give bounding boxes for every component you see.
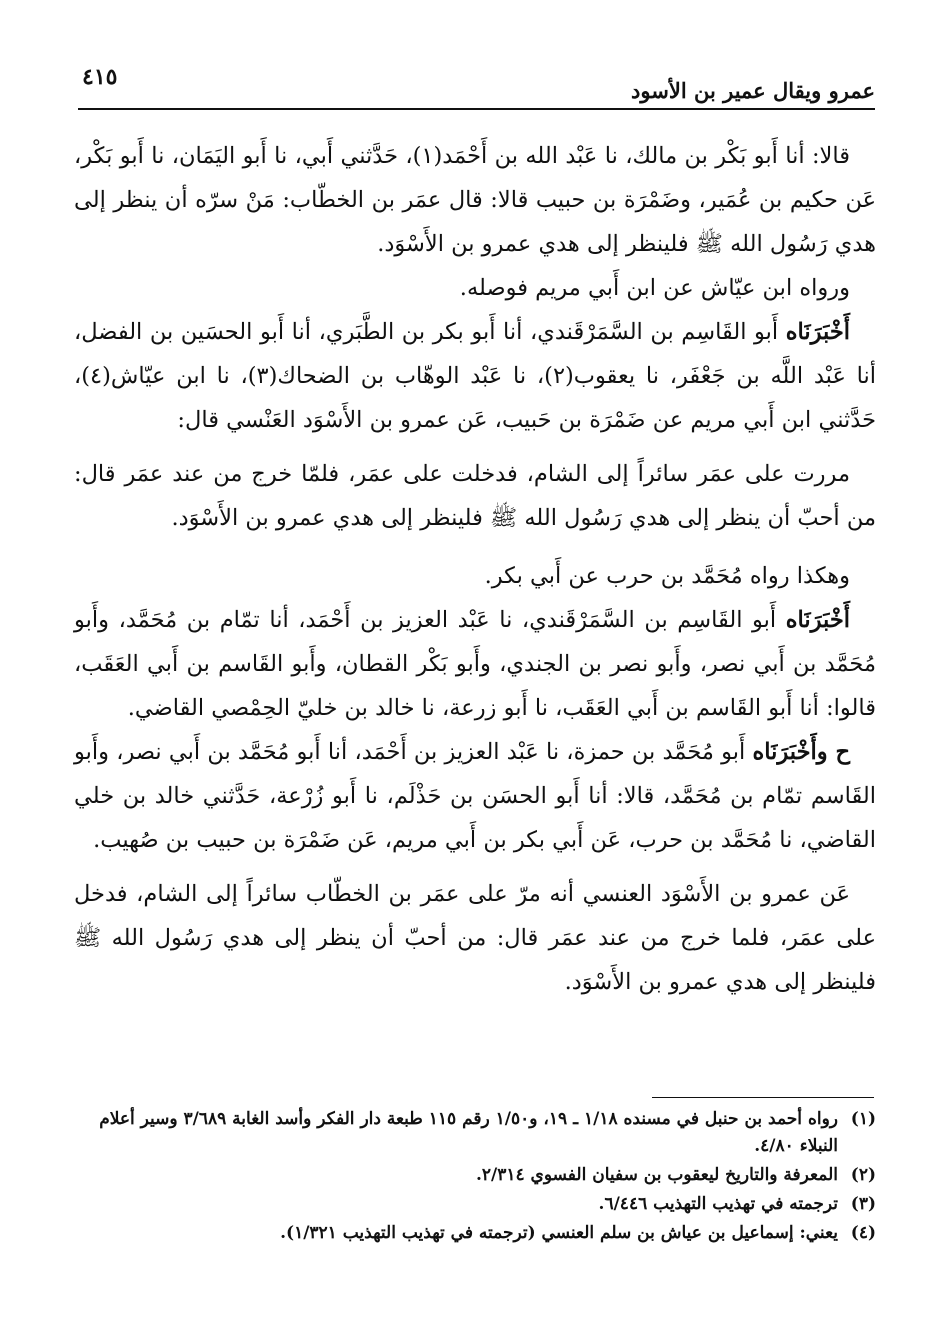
paragraph-2: ورواه ابن عيّاش عن ابن أَبي مريم فوصله. [459,275,850,301]
running-title: عمرو ويقال عمير بن الأسود [631,78,875,103]
footnotes [74,1106,876,1249]
footnote-1 [74,1106,876,1160]
footnote-text: يعني: إسماعيل بن عياش بن سلم العنسي (ترجمته في تهذيب التهذيب ١/٣٢١). [280,1223,838,1243]
paragraph-1: قالا: أنا أَبو بَكْر بن مالك، نا عَبْد الله بن أَحْمَد(١)، حَدَّثني أَبي، نا أَبو اليَمَان، نا أَبو بَكْر، عَن حكيم بن عُمَير، وضَمْرَة بن حبيب قالا: قال عمَر بن الخطّاب: مَنْ سرّه أن ينظر إلى هدي رَسُول الله ﷺ فلينظر إلى هدي عمرو بن الأَسْوَد. [74,143,876,257]
paragraph-6-text: أَبو القَاسِم بن السَّمَرْقَندي، نا عَبْد العزيز بن أَحْمَد، أنا تمّام بن مُحَمَّد، وأَبو مُحَمَّد بن أَبي نصر، وأَبو نصر بن الجندي، وأَبو بَكْر القطان، وأَبو القَاسم بن أَبي العَقَب، قالوا: أنا أَبو القَاسم بن أَبي العَقَب، نا أَبو زرعة، نا خالد بن خليّ الحِمْصي القاضي. [74,607,876,721]
footnote-number: (٤) [850,1223,876,1243]
paragraph-6 [74,598,876,730]
footnote-3 [74,1191,876,1218]
paragraph-4: مررت على عمَر سائراً إلى الشام، فدخلت على عمَر، فلمّا خرج من عند عمَر قال: من أحبّ أن ينظر إلى هدي رَسُول الله ﷺ فلينظر إلى هدي عمرو بن الأَسْوَد. [74,461,876,531]
page-header [78,58,875,110]
isnad-keyword: أَخْبَرَنَاه [785,607,850,633]
footnote-text: المعرفة والتاريخ ليعقوب بن سفيان الفسوي ٢/٣١٤. [475,1165,838,1185]
footnote-number: (٢) [850,1165,876,1185]
paragraph-8: عَن عمرو بن الأَسْوَد العنسي أنه مرّ على عمَر بن الخطّاب سائراً إلى الشام، فدخل على عمَر، فلما خرج من عند عمَر قال: من أحبّ أن ينظر إلى هدي رَسُول الله ﷺ فلينظر إلى هدي عمرو بن الأَسْوَد. [74,881,876,995]
paragraph-7 [74,730,876,862]
paragraph-3-text: أَبو القَاسِم بن السَّمَرْقَندي، أنا أَبو بكر بن الطَّبَري، أنا أَبو الحسَين بن الفضل، أنا عَبْد اللَّه بن جَعْفَر، نا يعقوب(٢)، نا عَبْد الوهّاب بن الضحاك(٣)، نا ابن عيّاش(٤)، حَدَّثني ابن أَبي مريم عن ضَمْرَة بن حَبيب، عَن عمرو بن الأَسْوَد العَنْسي قال: [74,319,876,433]
footnote-4 [74,1220,876,1247]
page-number: ٤١٥ [82,64,118,90]
footnote-text: ترجمته في تهذيب التهذيب ٦/٤٤٦. [598,1194,838,1214]
footnote-divider [652,1097,874,1098]
footnote-text: رواه أحمد بن حنبل في مسنده ١/١٨ ـ ١٩، و١/٥٠ رقم ١١٥ طبعة دار الفكر وأسد الغابة ٣/٦٨٩ وسير أعلام النبلاء ٤/٨٠. [99,1109,838,1156]
paragraph-3 [74,310,876,442]
footnote-number: (٣) [850,1194,876,1214]
paragraph-5: وهكذا رواه مُحَمَّد بن حرب عن أَبي بكر. [484,563,850,589]
paragraph-7-text: أَبو مُحَمَّد بن حمزة، نا عَبْد العزيز بن أَحْمَد، أنا أَبو مُحَمَّد بن أَبي نصر، وأَبو القَاسم تمّام بن مُحَمَّد، قالا: أنا أَبو الحسَن بن حَذْلَم، نا أَبو زُرْعة، حَدَّثني خالد بن خلي القاضي، نا مُحَمَّد بن حرب، عَن أَبي بكر بن أَبي مريم، عَن ضَمْرَة بن حبيب بن صُهيب. [74,739,876,853]
main-text [74,134,876,1004]
footnote-2 [74,1162,876,1189]
isnad-keyword: ح وأَخْبَرَنَاه [752,739,851,765]
footnote-number: (١) [850,1109,876,1129]
isnad-keyword: أَخْبَرَنَاه [785,319,850,345]
